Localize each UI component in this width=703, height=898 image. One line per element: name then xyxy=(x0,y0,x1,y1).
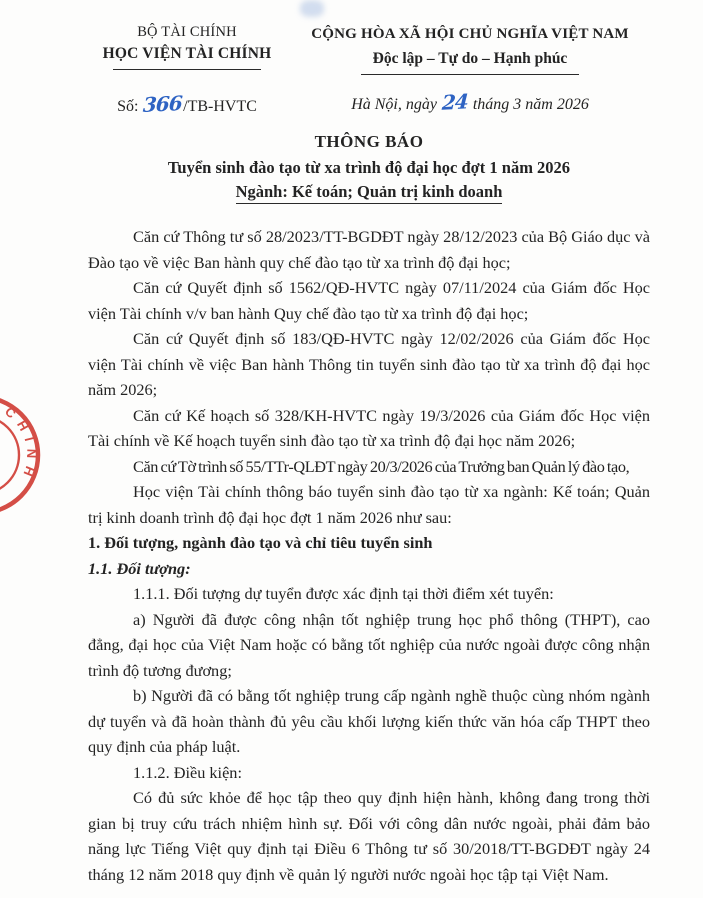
place-date-line xyxy=(300,90,640,114)
header-issuing-org xyxy=(72,22,302,70)
header-national-title xyxy=(300,24,640,75)
org-name: HỌC VIỆN TÀI CHÍNH xyxy=(102,45,272,63)
document-number xyxy=(72,92,302,116)
date-suffix: tháng 3 năm 2026 xyxy=(468,96,589,113)
ink-smudge xyxy=(300,0,324,17)
paragraph-legal-basis-3: Căn cứ Quyết định số 183/QĐ-HVTC ngày 12/02/2026 của Giám đốc Học viện Tài chính về việc Ban hành Thông tin tuyển sinh đào tạo từ xa trình độ đại học năm 2026; xyxy=(88,329,650,399)
clause-a: a) Người đã được công nhận tốt nghiệp trung học phổ thông (THPT), cao đẳng, đại học của Việt Nam hoặc có bằng tốt nghiệp của nước ngoài được công nhận trình độ tương đương; xyxy=(88,609,650,680)
paragraph-legal-basis-5: Căn cứ Tờ trình số 55/TTr-QLĐT ngày 20/3/2026 của Trưởng ban Quản lý đào tạo, xyxy=(133,456,630,476)
doc-number-suffix: /TB-HVTC xyxy=(183,98,257,115)
doc-number-handwritten: 366 xyxy=(142,90,183,118)
stamp-arc-text: CHÍNH xyxy=(2,403,40,485)
motto-underline xyxy=(361,74,579,75)
official-stamp xyxy=(0,375,60,535)
document-subject-title: Tuyển sinh đào tạo từ xa trình độ đại học đợt 1 năm 2026 xyxy=(167,158,571,177)
national-motto: CỘNG HÒA XÃ HỘI CHỦ NGHĨA VIỆT NAM xyxy=(311,26,629,42)
section-heading-1: 1. Đối tượng, ngành đào tạo và chỉ tiêu tuyển sinh xyxy=(88,533,433,552)
freedom-motto: Độc lập – Tự do – Hạnh phúc xyxy=(372,50,568,67)
clause-1-1-1: 1.1.1. Đối tượng dự tuyển được xác định tại thời điểm xét tuyển: xyxy=(133,584,554,603)
paragraph-legal-basis-1: Căn cứ Thông tư số 28/2023/TT-BGDĐT ngày 28/12/2023 của Bộ Giáo dục và Đào tạo về việc Ban hành quy chế đào tạo từ xa trình độ đại học; xyxy=(88,227,650,272)
paragraph-legal-basis-2: Căn cứ Quyết định số 1562/QĐ-HVTC ngày 07/11/2024 của Giám đốc Học viện Tài chính v/v ban hành Quy chế đào tạo từ xa trình độ đại học; xyxy=(88,278,650,323)
paragraph-announcement-intro: Học viện Tài chính thông báo tuyển sinh đào tạo từ xa ngành: Kế toán; Quản trị kinh doanh trình độ đại học đợt 1 năm 2026 như sau: xyxy=(88,482,650,527)
parent-org-name: BỘ TÀI CHÍNH xyxy=(137,24,237,40)
paragraph-legal-basis-4: Căn cứ Kế hoạch số 328/KH-HVTC ngày 19/3/2026 của Giám đốc Học viện Tài chính về Kế hoạch tuyển sinh đào tạo từ xa trình độ đại học năm 2026; xyxy=(88,405,650,450)
majors-underlined-text: Ngành: Kế toán; Quản trị kinh doanh xyxy=(236,182,503,204)
doc-number-prefix: Số: xyxy=(117,98,143,115)
svg-text:CHÍNH xyxy=(2,404,39,485)
clause-1-1-2: 1.1.2. Điều kiện: xyxy=(133,762,242,782)
subsection-heading-1-1: 1.1. Đối tượng: xyxy=(88,558,191,578)
clause-b: b) Người đã có bằng tốt nghiệp trung cấp ngành nghề thuộc cùng nhóm ngành dự tuyển và đã hoàn thành đủ yêu cầu khối lượng kiến thức văn hóa cấp THPT theo quy định của pháp luật. xyxy=(88,686,650,756)
date-handwritten: 24 xyxy=(441,89,469,115)
paragraph-health-condition: Có đủ sức khỏe để học tập theo quy định hiện hành, không đang trong thời gian bị truy cứu trách nhiệm hình sự. Đối với công dân nước ngoài, phải đảm bảo năng lực Tiếng Việt quy định tại Điều 6 Thông tư số 30/2018/TT-BGDĐT ngày 24 tháng 12 năm 2018 quy định về quản lý người nước ngoài học tập tại Việt Nam. xyxy=(88,788,650,884)
org-underline xyxy=(113,69,261,70)
document-type-title: THÔNG BÁO xyxy=(314,132,424,151)
document-title-block xyxy=(88,132,650,202)
document-body xyxy=(88,224,650,887)
document-majors-line xyxy=(88,182,650,202)
date-prefix: Hà Nội, ngày xyxy=(351,96,441,113)
